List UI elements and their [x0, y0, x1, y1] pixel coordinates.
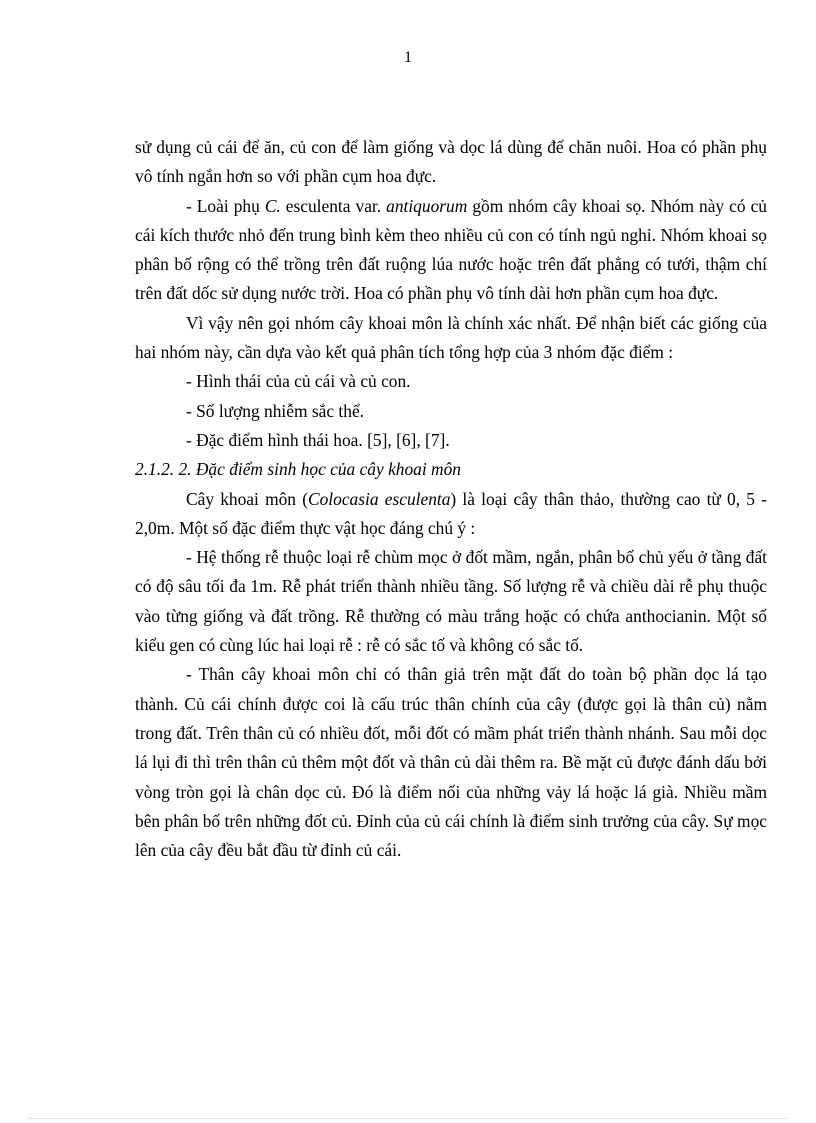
text-run: ) là loại cây thân thảo, thường cao từ 0, 5 - 2,0m. Một số đặc điểm thực vật học đáng chú ý :	[135, 488, 767, 538]
paragraph-roots: - Hệ thống rễ thuộc loại rễ chùm mọc ở đốt mầm, ngắn, phân bố chủ yếu ở tầng đất có độ sâu tối đa 1m. Rễ phát triển thành nhiều tầng. Số lượng rễ và chiều dài rễ phụ thuộc vào từng giống và đất trồng. Rễ thường có màu trắng hoặc có chứa anthocianin. Một số kiểu gen có cùng lúc hai loại rễ : rễ có sắc tố và không có sắc tố.	[135, 547, 767, 656]
list-item: - Hình thái của củ cái và củ con.	[186, 371, 411, 392]
paragraph-antiquorum	[135, 192, 767, 309]
italic-variety: antiquorum	[386, 195, 468, 216]
text-run: Cây khoai môn (	[186, 488, 308, 509]
paragraph-intro-biology	[135, 485, 767, 544]
paragraph-continuation: sử dụng củ cái để ăn, củ con để làm giống và dọc lá dùng để chăn nuôi. Hoa có phần phụ vô tính ngắn hơn so với phần cụm hoa đực.	[135, 137, 767, 187]
text-run: - Loài phụ	[186, 195, 265, 216]
italic-genus: C.	[264, 195, 281, 216]
paragraph-stem: - Thân cây khoai môn chỉ có thân giả trên mặt đất do toàn bộ phần dọc lá tạo thành. Củ cái chính được coi là cấu trúc thân chính của cây (được gọi là thân củ) nằm trong đất. Trên thân củ có nhiều đốt, mỗi đốt có mầm phát triển thành nhánh. Sau mỗi dọc lá lụi đi thì trên thân củ thêm một đốt và thân củ dài thêm ra. Bề mặt củ được đánh dấu bởi vòng tròn gọi là chân dọc củ. Đó là điểm nối của những vảy lá hoặc lá già. Nhiều mầm bên phân bố trên những đốt củ. Đỉnh của củ cái chính là điểm sinh trưởng của cây. Sự mọc lên của cây đều bắt đầu từ đỉnh củ cái.	[135, 664, 767, 861]
document-body	[135, 133, 767, 865]
list-item: - Số lượng nhiễm sắc thể.	[186, 400, 365, 421]
list-item: - Đặc điểm hình thái hoa. [5], [6], [7].	[186, 429, 450, 450]
page-number: 1	[404, 49, 412, 66]
italic-species: Colocasia esculenta	[308, 488, 451, 509]
paragraph-conclusion: Vì vậy nên gọi nhóm cây khoai môn là chính xác nhất. Để nhận biết các giống của hai nhóm này, cần dựa vào kết quả phân tích tổng hợp của 3 nhóm đặc điểm :	[135, 312, 767, 363]
text-run: gồm nhóm cây khoai sọ. Nhóm này có củ cái kích thước nhỏ đến trung bình kèm theo nhiều củ con có tính ngủ nghỉ. Nhóm khoai sọ phân bố rộng có thể trồng trên đất ruộng lúa nước hoặc trên đất phẳng có tưới, thậm chí trên đất dốc sử dụng nước trời. Hoa có phần phụ vô tính dài hơn phần cụm hoa đực.	[135, 195, 767, 304]
section-heading: 2.1.2. 2. Đặc điểm sinh học của cây khoai môn	[135, 459, 462, 480]
text-run: esculenta var.	[280, 195, 387, 216]
page-bottom-divider	[28, 1118, 788, 1119]
